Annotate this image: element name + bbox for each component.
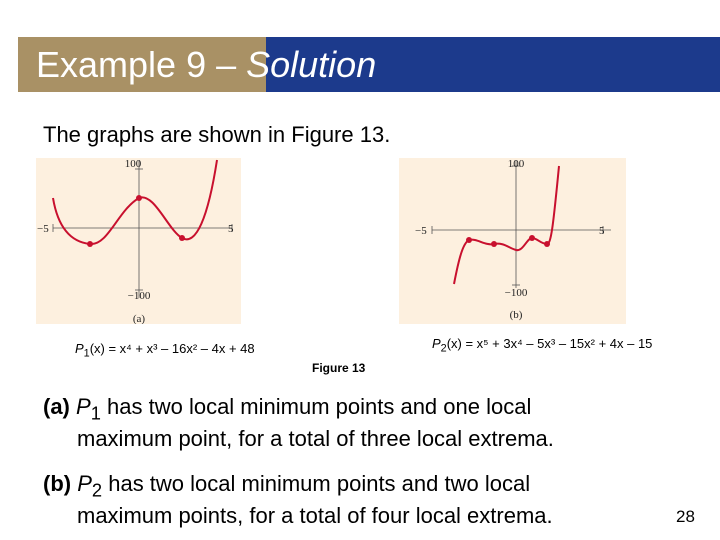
graph-a xyxy=(36,158,241,324)
graph-b-local-min-right xyxy=(544,241,550,247)
eq-b-rest: (x) = x⁵ + 3x⁴ – 5x³ – 15x² + 4x – 15 xyxy=(446,336,653,351)
graph-a-local-max xyxy=(136,195,142,201)
graph-b-local-max-left xyxy=(466,237,472,243)
intro-text: The graphs are shown in Figure 13. xyxy=(43,122,391,147)
graph-b-y-bottom-label: −100 xyxy=(504,287,528,299)
graph-b-plot xyxy=(399,158,626,324)
part-b-line1: has two local minimum points and two local xyxy=(102,471,531,496)
graph-b-panel-label: (b) xyxy=(509,309,523,321)
graph-b-local-max-right xyxy=(529,235,535,241)
graph-a-curve xyxy=(53,160,217,244)
part-a-sub: 1 xyxy=(90,402,101,424)
part-a-line1: has two local minimum points and one local xyxy=(100,394,532,419)
eq-a-p: P xyxy=(75,341,84,356)
slide-title xyxy=(36,44,376,86)
graph-a-x-left-label: −5 xyxy=(37,223,49,235)
part-a-p: P xyxy=(76,394,91,419)
graph-a-x-right-label: 5 xyxy=(228,223,234,235)
equation-p1 xyxy=(75,341,255,360)
part-b-sub: 2 xyxy=(91,479,103,501)
slide-title-bar xyxy=(18,37,720,92)
part-b-line2: maximum points, for a total of four local extrema. xyxy=(77,503,553,529)
part-b-label: (b) xyxy=(43,471,72,496)
part-a-label: (a) xyxy=(43,394,70,419)
page-number: 28 xyxy=(676,507,695,526)
graph-a-y-bottom-label: −100 xyxy=(127,290,151,302)
graph-b-x-left-label: −5 xyxy=(415,225,427,237)
slide-title-main: Example 9 – xyxy=(36,44,247,85)
slide-title-italic: Solution xyxy=(246,44,377,85)
part-b-p: P xyxy=(77,471,92,496)
eq-a-rest: (x) = x⁴ + x³ – 16x² – 4x + 48 xyxy=(89,341,255,356)
equation-p2 xyxy=(432,336,652,355)
graph-b xyxy=(399,158,626,324)
graph-a-plot xyxy=(36,158,241,324)
eq-b-p: P xyxy=(432,336,441,351)
part-b-text xyxy=(43,471,553,529)
graph-a-local-min-left xyxy=(87,241,93,247)
part-a-line2: maximum point, for a total of three local extrema. xyxy=(77,426,554,452)
graph-a-panel-label: (a) xyxy=(132,313,146,324)
graph-b-y-top-label: 100 xyxy=(507,158,525,170)
graph-a-y-top-label: 100 xyxy=(124,158,142,170)
figure-caption: Figure 13 xyxy=(312,361,366,375)
graph-a-local-min-right xyxy=(179,235,185,241)
graph-b-local-min-left xyxy=(491,241,497,247)
graph-b-curve xyxy=(454,166,559,284)
eq-a-sub: 1 xyxy=(83,347,90,360)
eq-b-sub: 2 xyxy=(440,342,447,355)
part-a-text xyxy=(43,394,554,452)
graph-b-x-right-label: 5 xyxy=(599,225,605,237)
